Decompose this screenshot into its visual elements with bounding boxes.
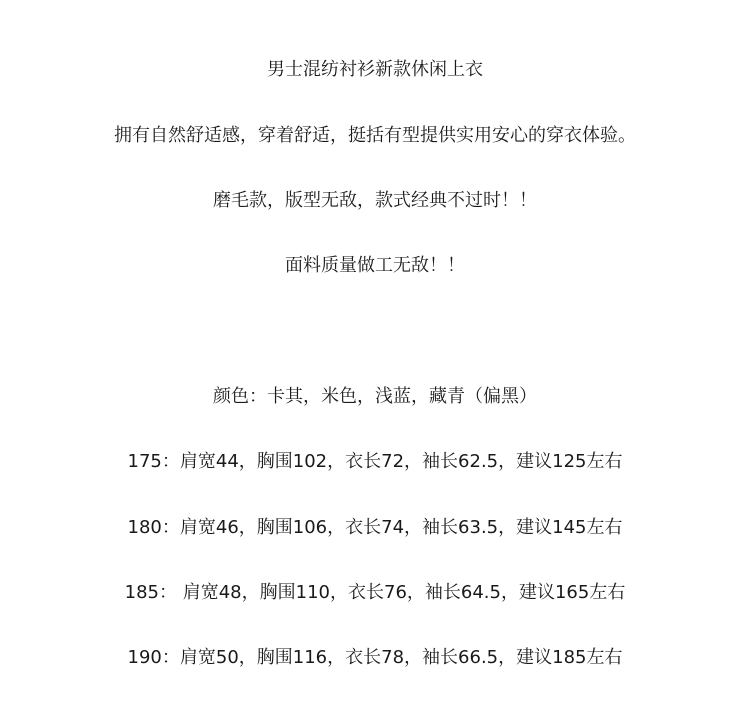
description-line-quality: 面料质量做工无敌！！: [285, 255, 465, 276]
size-row-175: 175：肩宽44，胸围102，衣长72，袖长62.5，建议125左右: [127, 451, 623, 472]
color-options: 颜色：卡其，米色，浅蓝，藏青（偏黑）: [213, 386, 537, 407]
size-row-190: 190：肩宽50，胸围116，衣长78，袖长66.5，建议185左右: [127, 647, 623, 668]
size-row-180: 180：肩宽46，胸围106，衣长74，袖长63.5，建议145左右: [127, 517, 623, 538]
description-line-style: 磨毛款，版型无敌，款式经典不过时！！: [213, 190, 537, 211]
size-row-185: 185： 肩宽48，胸围110，衣长76，袖长64.5，建议165左右: [124, 582, 626, 603]
description-line-comfort: 拥有自然舒适感，穿着舒适，挺括有型提供实用安心的穿衣体验。: [114, 125, 636, 146]
product-title: 男士混纺衬衫新款休闲上衣: [267, 59, 483, 80]
